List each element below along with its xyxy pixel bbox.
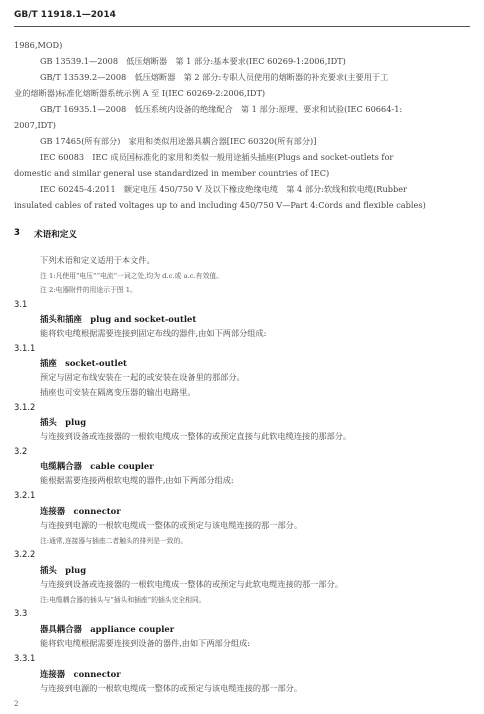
header-rule xyxy=(14,26,470,27)
reference-line: 业的熔断器)标准化熔断器系统示例 A 至 I(IEC 60269-2:2006,IDT) xyxy=(14,88,266,98)
term-title: 插头和插座 plug and socket-outlet xyxy=(40,314,197,324)
clause-number: 3.3 xyxy=(14,608,28,618)
reference-line: insulated cables of rated voltages up to and including 450/750 V—Part 4:Cords and flexible cables) xyxy=(14,200,426,210)
clause-number: 3.2.1 xyxy=(14,490,36,500)
clause-number: 3.3.1 xyxy=(14,653,36,663)
term-definition: 与连接到设备或连接器的一根软电缆成一整体的或预定与此软电缆连接的那一部分。 xyxy=(40,579,343,589)
clause-number: 3.1 xyxy=(14,299,28,309)
reference-line: GB 13539.1—2008 低压熔断器 第 1 部分:基本要求(IEC 60269-1:2006,IDT) xyxy=(40,56,346,66)
section-title: 术语和定义 xyxy=(34,230,77,240)
note: 注 2:电器附件的用途示于图 1。 xyxy=(40,286,137,294)
reference-line: 1986,MOD) xyxy=(14,40,63,50)
reference-line: GB/T 13539.2—2008 低压熔断器 第 2 部分:专职人员使用的熔断器的补充要求(主要用于工 xyxy=(40,72,389,82)
note: 注:电缆耦合器的插头与“插头和插座”的插头完全相同。 xyxy=(40,596,206,604)
term-remark: 插座也可安装在隔离变压器的输出电路里。 xyxy=(40,387,196,397)
clause-number: 3.1.1 xyxy=(14,343,36,353)
note: 注:通常,连接器与插座二者触头的排列是一致的。 xyxy=(40,537,188,545)
term-definition: 预定与固定布线安装在一起的或安装在设备里的那部分。 xyxy=(40,372,245,382)
term-title: 电缆耦合器 cable coupler xyxy=(40,461,154,471)
clause-number: 3.2 xyxy=(14,446,28,456)
note: 注 1:凡使用“电压”“电流”一词之处,均为 d.c.或 a.c.有效值。 xyxy=(40,272,223,280)
term-title: 器具耦合器 appliance coupler xyxy=(40,624,175,634)
term-definition: 能根据需要连接两根软电缆的器件,由如下两部分组成: xyxy=(40,475,234,485)
term-definition: 与连接到电源的一根软电缆成一整体的或预定与该电缆连接的那一部分。 xyxy=(40,520,303,530)
reference-line: GB 17465(所有部分) 家用和类似用途器具耦合器[IEC 60320(所有部分)] xyxy=(40,136,317,146)
reference-line: GB/T 16935.1—2008 低压系统内设备的绝缘配合 第 1 部分:原理、要求和试验(IEC 60664-1: xyxy=(40,104,403,114)
clause-number: 3.1.2 xyxy=(14,402,36,412)
term-definition: 能将软电缆根据需要连接到固定布线的器件,由如下两部分组成: xyxy=(40,328,267,338)
term-title: 插头 plug xyxy=(40,565,87,575)
reference-line: IEC 60083 IEC 成员国标准化的家用和类似一般用途插头插座(Plugs and socket-outlets for xyxy=(40,152,394,162)
reference-line: domestic and similar general use standardized in member countries of IEC) xyxy=(14,168,330,178)
clause-number: 3.2.2 xyxy=(14,549,36,559)
section-number: 3 xyxy=(14,228,20,238)
term-title: 连接器 connector xyxy=(40,506,121,516)
reference-line: IEC 60245-4:2011 额定电压 450/750 V 及以下橡皮绝缘电缆 第 4 部分:软线和软电缆(Rubber xyxy=(40,184,407,194)
document-header: GB/T 11918.1—2014 xyxy=(14,10,116,20)
page-number: 2 xyxy=(14,700,19,708)
term-title: 插头 plug xyxy=(40,417,87,427)
section-intro: 下列术语和定义适用于本文件。 xyxy=(40,255,155,265)
term-title: 连接器 connector xyxy=(40,669,121,679)
term-definition: 与连接到电源的一根软电缆成一整体的或预定与该电缆连接的那一部分。 xyxy=(40,683,303,693)
term-definition: 与连接到设备或连接器的一根软电缆成一整体的或预定直接与此软电缆连接的那部分。 xyxy=(40,431,352,441)
term-title: 插座 socket-outlet xyxy=(40,358,127,368)
reference-line: 2007,IDT) xyxy=(14,120,56,130)
term-definition: 能将软电缆根据需要连接到设备的器件,由如下两部分组成: xyxy=(40,638,251,648)
